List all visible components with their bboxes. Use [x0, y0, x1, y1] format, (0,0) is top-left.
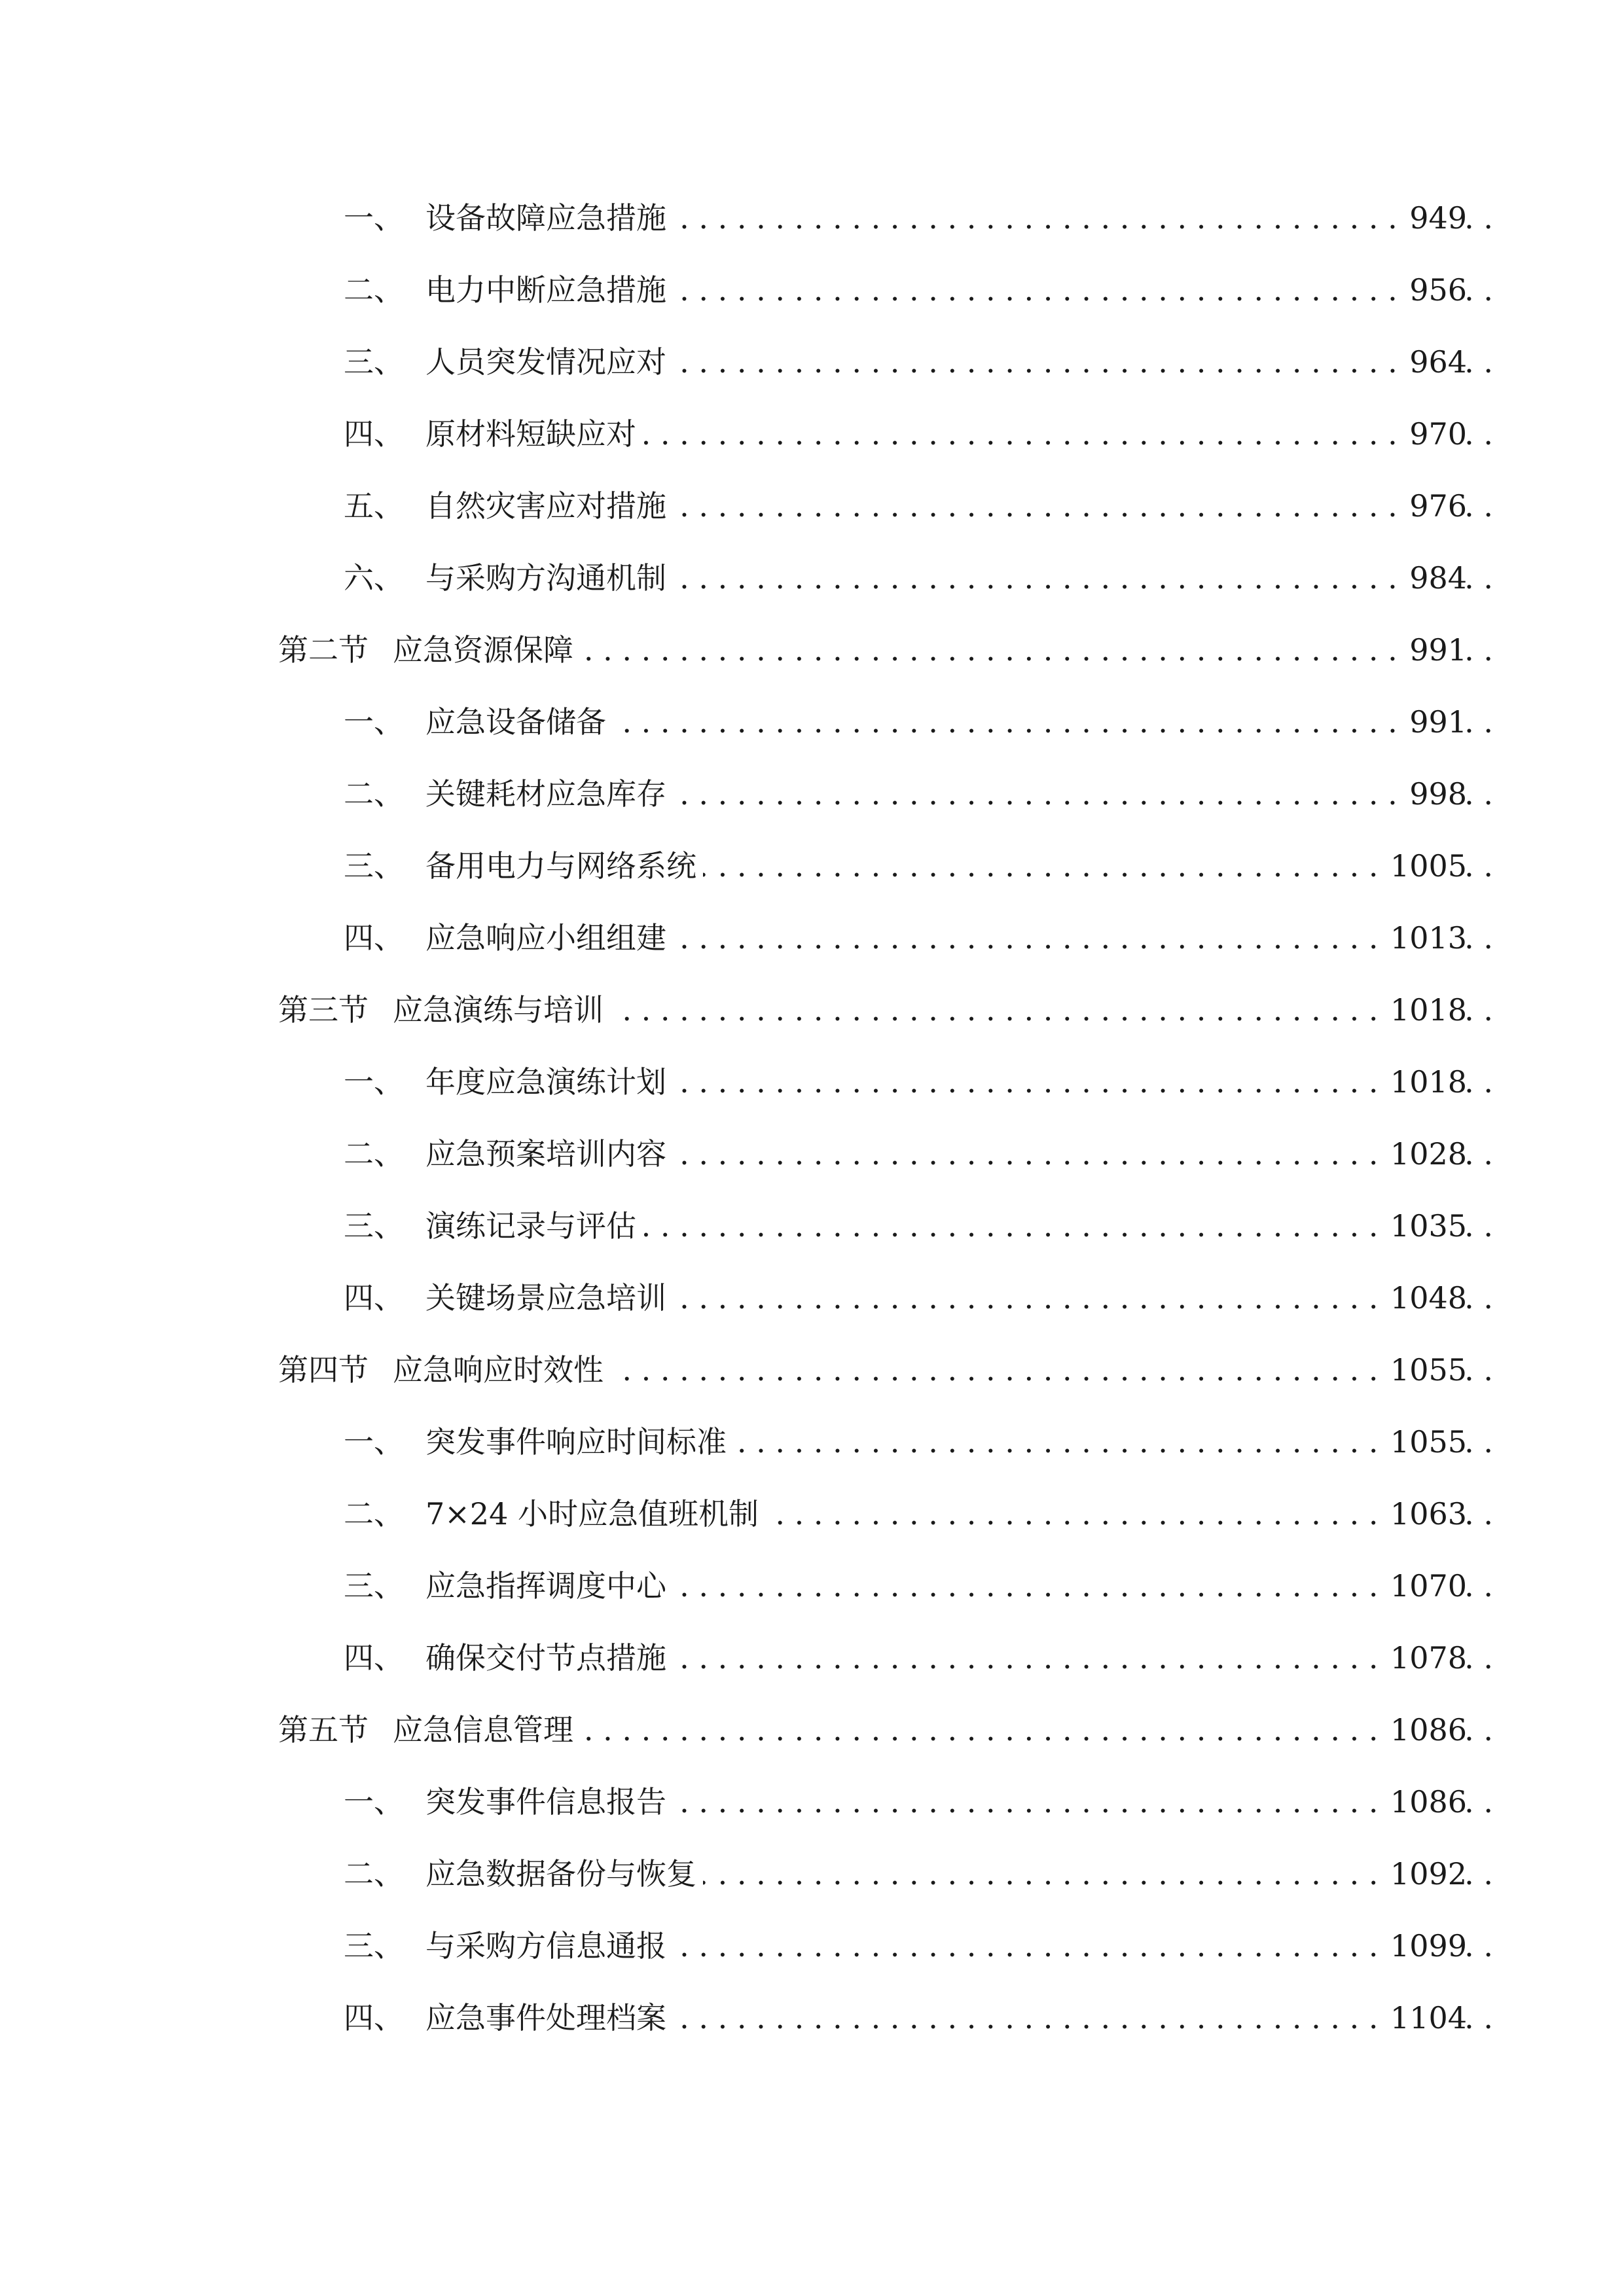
toc-entry[interactable]	[0, 254, 1624, 326]
toc-entry[interactable]	[0, 830, 1624, 902]
toc-entry-page: 1070	[1384, 1550, 1467, 1622]
toc-entry[interactable]	[0, 1406, 1624, 1478]
toc-entry-title: 突发事件响应时间标准	[425, 1406, 733, 1478]
toc-entry[interactable]	[0, 1262, 1624, 1334]
toc-entry[interactable]	[0, 1478, 1624, 1550]
toc-section-entry[interactable]	[0, 974, 1624, 1046]
toc-entry-page: 984	[1403, 542, 1467, 614]
toc-entry-number: 二、	[344, 1856, 404, 1892]
toc-entry-title: 设备故障应急措施	[425, 182, 673, 254]
toc-entry-number: 六、	[344, 560, 404, 596]
toc-entry[interactable]	[0, 1190, 1624, 1262]
toc-entry[interactable]	[0, 470, 1624, 542]
toc-entry-number: 四、	[344, 920, 404, 956]
toc-entry-page: 991	[1403, 614, 1467, 686]
toc-section-title: 应急响应时效性	[393, 1334, 610, 1406]
toc-entry-number: 二、	[344, 1496, 404, 1532]
toc-section-entry[interactable]	[0, 1334, 1624, 1406]
toc-entry-number: 二、	[344, 272, 404, 308]
toc-entry-page: 1048	[1384, 1262, 1467, 1334]
toc-entry-number: 四、	[344, 416, 404, 452]
toc-section-number: 第四节	[278, 1352, 369, 1388]
toc-entry-page: 1104	[1384, 1982, 1467, 2054]
toc-entry-title: 与采购方沟通机制	[425, 542, 673, 614]
toc-entry[interactable]	[0, 1838, 1624, 1910]
toc-section-number: 第五节	[278, 1712, 369, 1748]
toc-entry-title: 应急预案培训内容	[425, 1118, 673, 1190]
toc-entry-number: 三、	[344, 344, 404, 380]
toc-entry-title: 备用电力与网络系统	[425, 830, 703, 902]
toc-entry-number: 一、	[344, 1064, 404, 1100]
toc-entry-page: 949	[1403, 182, 1467, 254]
toc-entry-title: 人员突发情况应对	[425, 326, 673, 398]
toc-entry-page: 1099	[1384, 1910, 1467, 1982]
toc-entry-page: 1013	[1384, 902, 1467, 974]
toc-entry-number: 四、	[344, 1280, 404, 1316]
toc-section-title: 应急演练与培训	[393, 974, 610, 1046]
toc-entry-page: 956	[1403, 254, 1467, 326]
toc-entry-title: 自然灾害应对措施	[425, 470, 673, 542]
toc-entry[interactable]	[0, 1982, 1624, 2054]
toc-entry-page: 1035	[1384, 1190, 1467, 1262]
toc-entry-number: 一、	[344, 1424, 404, 1460]
toc-entry-title: 年度应急演练计划	[425, 1046, 673, 1118]
toc-entry-page: 1018	[1384, 1046, 1467, 1118]
toc-entry-page: 991	[1403, 686, 1467, 758]
toc-entry-page: 1086	[1384, 1766, 1467, 1838]
toc-entry-title: 应急事件处理档案	[425, 1982, 673, 2054]
toc-entry[interactable]	[0, 758, 1624, 830]
toc-entry-page: 1055	[1384, 1334, 1467, 1406]
toc-entry[interactable]	[0, 1118, 1624, 1190]
toc-entry-number: 四、	[344, 1640, 404, 1676]
toc-section-entry[interactable]	[0, 1694, 1624, 1766]
toc-entry-title: 应急设备储备	[425, 686, 613, 758]
toc-entry-title: 关键耗材应急库存	[425, 758, 673, 830]
toc-entry-number: 一、	[344, 1784, 404, 1820]
toc-entry-number: 三、	[344, 848, 404, 884]
toc-entry-page: 1078	[1384, 1622, 1467, 1694]
toc-entry-title: 与采购方信息通报	[425, 1910, 673, 1982]
toc-entry-page: 1092	[1384, 1838, 1467, 1910]
toc-entry[interactable]	[0, 1766, 1624, 1838]
toc-entry-title: 演练记录与评估	[425, 1190, 643, 1262]
toc-section-title: 应急资源保障	[393, 614, 580, 686]
toc-entry-title: 7×24 小时应急值班机制	[425, 1478, 765, 1550]
toc-entry-page: 998	[1403, 758, 1467, 830]
toc-entry-number: 二、	[344, 1136, 404, 1172]
toc-entry-title: 确保交付节点措施	[425, 1622, 673, 1694]
toc-entry[interactable]	[0, 902, 1624, 974]
toc-entry[interactable]	[0, 686, 1624, 758]
toc-entry[interactable]	[0, 398, 1624, 470]
toc-entry-number: 一、	[344, 704, 404, 740]
toc-entry-number: 五、	[344, 488, 404, 524]
toc-entry[interactable]	[0, 542, 1624, 614]
toc-entry[interactable]	[0, 1046, 1624, 1118]
toc-entry-page: 1055	[1384, 1406, 1467, 1478]
toc-entry-title: 应急数据备份与恢复	[425, 1838, 703, 1910]
toc-entry-number: 三、	[344, 1568, 404, 1604]
toc-section-number: 第二节	[278, 632, 369, 668]
toc-entry[interactable]	[0, 1550, 1624, 1622]
toc-entry-number: 四、	[344, 2000, 404, 2036]
toc-entry-number: 三、	[344, 1928, 404, 1964]
toc-entry-title: 原材料短缺应对	[425, 398, 643, 470]
toc-entry-number: 一、	[344, 200, 404, 236]
toc-entry-page: 1018	[1384, 974, 1467, 1046]
toc-entry-title: 突发事件信息报告	[425, 1766, 673, 1838]
toc-entry-title: 电力中断应急措施	[425, 254, 673, 326]
toc-entry-page: 1005	[1384, 830, 1467, 902]
toc-entry[interactable]	[0, 1910, 1624, 1982]
toc-entry-page: 970	[1403, 398, 1467, 470]
toc-entry-title: 关键场景应急培训	[425, 1262, 673, 1334]
toc-entry-number: 三、	[344, 1208, 404, 1244]
toc-entry-page: 976	[1403, 470, 1467, 542]
toc-entry-page: 1028	[1384, 1118, 1467, 1190]
toc-entry-page: 1063	[1384, 1478, 1467, 1550]
toc-entry[interactable]	[0, 182, 1624, 254]
toc-section-number: 第三节	[278, 992, 369, 1028]
toc-entry-page: 964	[1403, 326, 1467, 398]
toc-entry-page: 1086	[1384, 1694, 1467, 1766]
toc-section-entry[interactable]	[0, 614, 1624, 686]
toc-entry[interactable]	[0, 1622, 1624, 1694]
toc-entry-title: 应急响应小组组建	[425, 902, 673, 974]
toc-entry[interactable]	[0, 326, 1624, 398]
toc-entry-title: 应急指挥调度中心	[425, 1550, 673, 1622]
toc-entry-number: 二、	[344, 776, 404, 812]
toc-section-title: 应急信息管理	[393, 1694, 580, 1766]
